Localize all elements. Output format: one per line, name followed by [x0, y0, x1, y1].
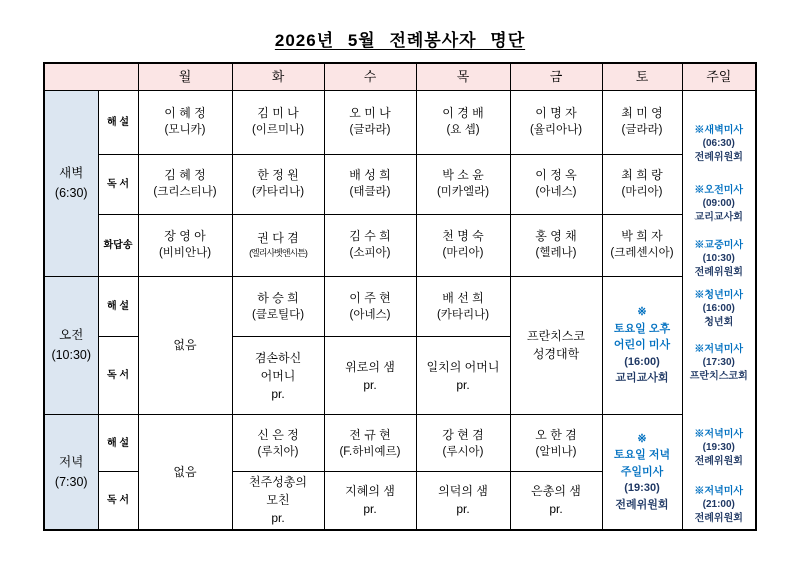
baptismal-name: (태클라) — [349, 186, 391, 199]
sunday-notes-cell — [682, 90, 756, 530]
prayer-suffix: pr. — [363, 377, 377, 392]
day-header-wed: 수 — [324, 63, 416, 90]
duty-label-r2: 독 서 — [98, 154, 138, 214]
group-dawn — [44, 90, 98, 276]
baptismal-name: (카타리나) — [436, 308, 490, 321]
cell-r7-wed — [324, 472, 416, 530]
group-label: 저녁 — [59, 454, 84, 469]
row-dawn-reading — [44, 154, 756, 214]
prayer-group-name: 일치의 어머니 — [426, 359, 500, 374]
cell-r4-thu — [416, 276, 510, 337]
row-dawn-psalm — [44, 214, 756, 276]
prayer-suffix: pr. — [456, 377, 470, 392]
cell-r3-fri — [510, 214, 602, 276]
corner-header-cell — [44, 63, 138, 90]
baptismal-name: (엘리사벳앤시튼) — [249, 248, 307, 259]
note-mass-name: 주일미사 — [620, 465, 664, 478]
person-name: 강 현 겸 — [442, 427, 484, 442]
cell-r6-wed — [324, 415, 416, 472]
cell-r1-fri — [510, 90, 602, 154]
cell-r2-sat — [602, 154, 682, 214]
org-name: 성경대학 — [532, 347, 580, 362]
group-label: 새벽 — [59, 166, 84, 180]
duty-label-r6: 해 설 — [98, 415, 138, 472]
cell-r2-mon — [138, 154, 232, 214]
baptismal-name: (아네스) — [535, 186, 577, 199]
group-label: 오전 — [59, 328, 84, 343]
cell-morning-mon-none — [138, 276, 232, 415]
sunday-notes-wrap — [683, 91, 756, 529]
note-mass-name: ※오전미사 — [694, 184, 744, 196]
cell-r3-sat — [602, 214, 682, 276]
duty-label-r3: 화답송 — [98, 214, 138, 276]
cell-r4-tue — [232, 276, 324, 337]
baptismal-name: (아네스) — [349, 308, 391, 321]
person-name: 이 주 현 — [349, 290, 391, 305]
note-mass-name: ※교중미사 — [694, 239, 744, 251]
person-name: 신 은 정 — [257, 427, 299, 442]
person-name: 김 혜 정 — [164, 168, 206, 183]
cell-r7-fri — [510, 472, 602, 530]
cell-r1-wed — [324, 90, 416, 154]
note-mass-name: ※청년미사 — [694, 289, 744, 301]
group-time: (6:30) — [54, 186, 88, 200]
prayer-group-name: 어머니 — [260, 368, 296, 383]
baptismal-name: (마리아) — [442, 247, 484, 260]
baptismal-name: (이르미나) — [251, 124, 305, 137]
baptismal-name: (루시아) — [442, 445, 484, 458]
cell-r2-tue — [232, 154, 324, 214]
person-name: 오 미 나 — [349, 106, 391, 121]
prayer-suffix: pr. — [271, 386, 285, 401]
cell-r2-wed — [324, 154, 416, 214]
note-org: 프란치스코회 — [689, 370, 748, 382]
note-time: (17:30) — [702, 357, 735, 368]
cell-r6-thu — [416, 415, 510, 472]
baptismal-name: (크리스티나) — [153, 186, 217, 199]
person-name: 이 명 자 — [535, 106, 577, 121]
sunday-note-1 — [683, 124, 756, 165]
baptismal-name: (루치아) — [257, 445, 299, 458]
prayer-suffix: pr. — [456, 502, 470, 517]
baptismal-name: (소피아) — [349, 247, 391, 260]
baptismal-name: (클로틸다) — [251, 308, 305, 321]
cell-evening-sat-note — [602, 415, 682, 530]
baptismal-name: (요 셉) — [446, 124, 480, 137]
person-name: 박 희 자 — [621, 229, 663, 244]
cell-r5-wed — [324, 337, 416, 415]
person-name: 김 미 나 — [257, 106, 299, 121]
cell-r3-tue — [232, 214, 324, 276]
person-name: 오 한 겸 — [535, 427, 577, 442]
note-mass-name: 어린이 미사 — [613, 339, 671, 352]
person-name: 배 선 희 — [442, 290, 484, 305]
note-time: (10:30) — [702, 253, 735, 264]
person-name: 최 미 영 — [621, 106, 663, 121]
person-name: 박 소 윤 — [442, 168, 484, 183]
person-name: 한 정 원 — [257, 168, 299, 183]
note-time: (16:00) — [702, 303, 735, 314]
note-org: 전례위원회 — [615, 498, 669, 511]
person-name: 권 다 겸 — [257, 231, 299, 246]
note-org: 교리교사회 — [694, 211, 743, 223]
group-time: (10:30) — [51, 348, 92, 363]
note-org: 전례위원회 — [694, 151, 743, 163]
day-header-thu: 목 — [416, 63, 510, 90]
prayer-group-name: 겸손하신 — [254, 350, 302, 365]
person-name: 천 명 숙 — [442, 229, 484, 244]
day-header-sun: 주일 — [682, 63, 756, 90]
sunday-note-6 — [683, 428, 756, 469]
baptismal-name: (F.하비예르) — [339, 445, 401, 458]
row-dawn-commentary — [44, 90, 756, 154]
prayer-group-name: 위로의 샘 — [345, 359, 395, 374]
prayer-group-name: 지혜의 샘 — [345, 484, 395, 499]
prayer-group-name: 모친 — [266, 493, 290, 508]
cell-r6-tue — [232, 415, 324, 472]
note-org: 전례위원회 — [694, 266, 743, 278]
cell-r4-wed — [324, 276, 416, 337]
header-row — [44, 63, 756, 90]
note-time: (21:00) — [702, 499, 735, 510]
cell-r7-tue — [232, 472, 324, 530]
cell-r1-thu — [416, 90, 510, 154]
note-mass-name: ※새벽미사 — [694, 124, 744, 136]
duty-label-r1: 해 설 — [98, 90, 138, 154]
person-name: 이 정 옥 — [535, 168, 577, 183]
cell-r5-thu — [416, 337, 510, 415]
cell-evening-mon-none — [138, 415, 232, 530]
note-mass-name: 토요일 저녁 — [613, 449, 671, 462]
baptismal-name: (모니카) — [164, 124, 206, 137]
person-name: 전 규 현 — [349, 427, 391, 442]
prayer-suffix: pr. — [271, 511, 285, 526]
person-name: 최 희 랑 — [621, 168, 663, 183]
sunday-note-2 — [683, 184, 756, 225]
sunday-note-7 — [683, 485, 756, 526]
baptismal-name: (카타리나) — [251, 186, 305, 199]
none-label: 없음 — [173, 338, 197, 353]
baptismal-name: (글라라) — [621, 124, 663, 137]
cell-r5-tue — [232, 337, 324, 415]
note-time: (19:30) — [624, 482, 660, 495]
person-name: 장 영 아 — [164, 229, 206, 244]
duty-label-r7: 독 서 — [98, 472, 138, 530]
cell-morning-fri-group — [510, 276, 602, 415]
duty-label-r5: 독 서 — [98, 337, 138, 415]
baptismal-name: (비비안나) — [158, 247, 212, 260]
baptismal-name: (헬레나) — [535, 247, 577, 260]
row-morning-commentary — [44, 276, 756, 337]
person-name: 배 성 희 — [349, 168, 391, 183]
prayer-group-name: 천주성총의 — [249, 475, 307, 490]
note-mark: ※ — [637, 432, 647, 445]
day-header-sat: 토 — [602, 63, 682, 90]
cell-morning-sat-note — [602, 276, 682, 415]
note-mark: ※ — [637, 306, 647, 319]
cell-r1-mon — [138, 90, 232, 154]
group-evening — [44, 415, 98, 530]
page-title: 2026년 5월 전례봉사자 명단 — [274, 31, 526, 50]
cell-r7-thu — [416, 472, 510, 530]
person-name: 하 승 희 — [257, 290, 299, 305]
none-label: 없음 — [173, 464, 197, 479]
note-mass-name: ※저녁미사 — [694, 485, 744, 497]
person-name: 김 수 희 — [349, 229, 391, 244]
note-time: (06:30) — [702, 138, 735, 149]
note-time: (16:00) — [624, 355, 660, 368]
sunday-note-3 — [683, 239, 756, 280]
cell-r3-mon — [138, 214, 232, 276]
cell-r1-sat — [602, 90, 682, 154]
prayer-group-name: 은총의 샘 — [531, 484, 581, 499]
note-mass-name: ※저녁미사 — [694, 343, 744, 355]
cell-r2-fri — [510, 154, 602, 214]
person-name: 이 혜 정 — [164, 106, 206, 121]
cell-r3-wed — [324, 214, 416, 276]
note-org: 전례위원회 — [694, 455, 743, 467]
baptismal-name: (율리아나) — [529, 124, 583, 137]
cell-r2-thu — [416, 154, 510, 214]
duty-label-r4: 해 설 — [98, 276, 138, 337]
prayer-suffix: pr. — [363, 502, 377, 517]
note-time: (09:00) — [702, 198, 735, 209]
note-mass-name: ※저녁미사 — [694, 428, 744, 440]
cell-r6-fri — [510, 415, 602, 472]
person-name: 홍 영 채 — [535, 229, 577, 244]
baptismal-name: (크레센시아) — [610, 247, 674, 260]
org-name: 프란치스코 — [527, 329, 585, 344]
day-header-mon: 월 — [138, 63, 232, 90]
prayer-group-name: 의덕의 샘 — [438, 484, 488, 499]
day-header-fri: 금 — [510, 63, 602, 90]
group-morning — [44, 276, 98, 415]
baptismal-name: (글라라) — [349, 124, 391, 137]
note-org: 청년회 — [704, 316, 734, 328]
note-org: 교리교사회 — [615, 372, 669, 385]
baptismal-name: (미카엘라) — [436, 186, 490, 199]
cell-r3-thu — [416, 214, 510, 276]
sunday-note-5 — [683, 343, 756, 384]
baptismal-name: (마리아) — [621, 186, 663, 199]
row-evening-commentary — [44, 415, 756, 472]
note-mass-name: 토요일 오후 — [613, 322, 671, 335]
sunday-note-4 — [683, 289, 756, 330]
group-time: (7:30) — [54, 474, 88, 489]
note-time: (19:30) — [702, 442, 735, 453]
day-header-tue: 화 — [232, 63, 324, 90]
cell-r1-tue — [232, 90, 324, 154]
roster-table — [43, 62, 757, 531]
prayer-suffix: pr. — [549, 502, 563, 517]
person-name: 이 경 배 — [442, 106, 484, 121]
note-org: 전례위원회 — [694, 512, 743, 524]
baptismal-name: (알비나) — [535, 445, 577, 458]
